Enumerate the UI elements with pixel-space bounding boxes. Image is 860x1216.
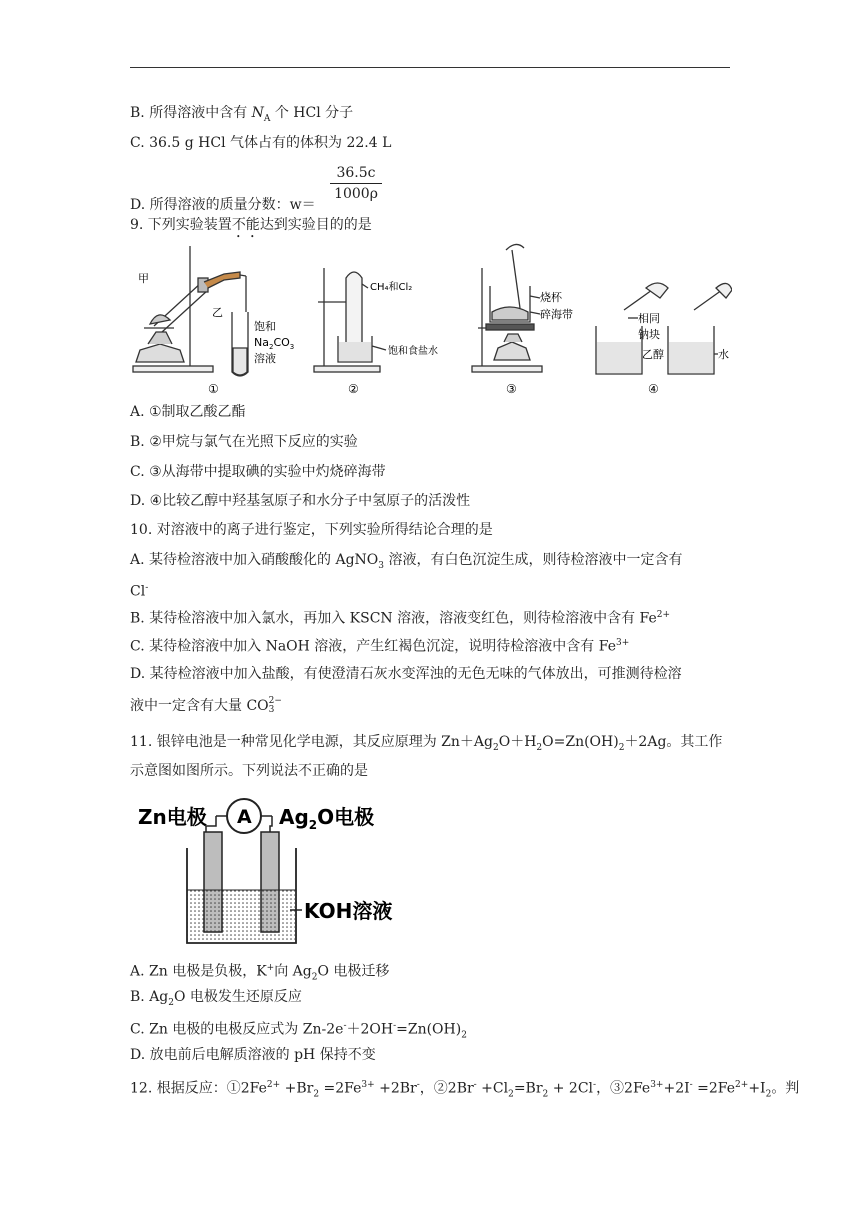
apparatus-1 — [133, 246, 248, 376]
svg-text:饱和: 饱和 — [254, 320, 276, 333]
q11-option-b: B. $Ag_2O$ 电极发生还原反应 — [130, 989, 302, 1008]
q11-option-d: D. 放电前后电解质溶液的 pH 保持不变 — [130, 1047, 376, 1063]
q10-option-a: A. 某待检溶液中加入硝酸酸化的 AgNO$_3$ 溶液，有白色沉淀生成，则待检溶液中一定含有 — [130, 552, 683, 571]
q10-option-d-cont: 液中一定含有大量 CO 2− 3 — [130, 696, 282, 715]
apparatus-4 — [596, 283, 732, 374]
svg-text:④: ④ — [648, 382, 659, 396]
q12-stem: 12. 根据反应：$①2Fe^{2+} +Br_2 =2Fe^{3+} +2Br^-$，②2Br- $+Cl_2=Br_2 + 2Cl^-$，$③2Fe^{3+}+2I^- =2Fe^{2+}+I_2$。判 — [130, 1080, 800, 1100]
svg-text:A: A — [237, 806, 252, 828]
svg-text:CH₄和Cl₂: CH₄和Cl₂ — [370, 282, 413, 293]
q11-stem-cont: 示意图如图所示。下列说法不正确的是 — [130, 763, 368, 779]
q11-option-c: C. Zn 电极的电极反应式为 $Zn-2e^-+2OH^-=Zn(OH)_2$ — [130, 1021, 467, 1041]
q10-option-d: D. 某待检溶液中加入盐酸，有使澄清石灰水变浑浊的无色无味的气体放出，可推测待检溶 — [130, 666, 682, 682]
svg-text:相同: 相同 — [638, 312, 660, 325]
svg-text:乙: 乙 — [212, 306, 223, 319]
svg-text:Zn电极: Zn电极 — [138, 805, 207, 829]
svg-text:饱和食盐水: 饱和食盐水 — [388, 346, 438, 357]
svg-text:KOH溶液: KOH溶液 — [304, 899, 393, 923]
svg-text:溶液: 溶液 — [254, 352, 276, 365]
svg-text:甲: 甲 — [138, 272, 149, 285]
q8-option-c: C. 36.5 g HCl 气体占有的体积为 22.4 L — [130, 135, 392, 151]
svg-text:水: 水 — [718, 348, 729, 361]
svg-text:Na2CO3: $Na_2CO_3$ — [254, 336, 295, 351]
q9-apparatus-figure — [128, 238, 732, 400]
svg-text:①: ① — [208, 382, 219, 396]
apparatus-3 — [472, 244, 542, 372]
svg-text:Ag2O电极: $Ag_2O$电极 — [279, 805, 375, 832]
q10-option-b: B. 某待检溶液中加入氯水，再加入 KSCN 溶液，溶液变红色，则待检溶液中含有 $Fe^{2+}$ — [130, 610, 671, 627]
q11-battery-figure — [130, 790, 430, 952]
q8-option-b: B. 所得溶液中含有 $N_A$ 个 HCl 分子 — [130, 105, 354, 124]
q10-option-c: C. 某待检溶液中加入 NaOH 溶液，产生红褐色沉淀，说明待检溶液中含有 $Fe^{3+}$ — [130, 638, 630, 655]
q10-option-a-cont: Cl- — [130, 583, 149, 600]
q11-option-a: A. Zn 电极是负极，K+向 $Ag_2O$ 电极迁移 — [130, 963, 390, 983]
q9-option-c: C. ③从海带中提取碘的实验中灼烧碎海带 — [130, 464, 386, 480]
svg-text:烧杯: 烧杯 — [540, 291, 562, 304]
mass-fraction-formula: $\frac{36.5c}{1000\rho}$ — [330, 163, 382, 204]
q9-option-b: B. ②甲烷与氯气在光照下反应的实验 — [130, 434, 358, 450]
q9-option-d: D. ④比较乙醇中羟基氢原子和水分子中氢原子的活泼性 — [130, 493, 471, 509]
svg-text:钠块: 钠块 — [638, 328, 660, 341]
q9-stem: 9. 下列实验装置不能达到实验目的的是 — [130, 217, 372, 233]
svg-text:②: ② — [348, 382, 359, 396]
header-rule — [130, 67, 730, 68]
q11-stem: 11. 银锌电池是一种常见化学电源，其反应原理为 $Zn+Ag_2O+H_2O=Zn(OH)_2+2Ag$。其工作 — [130, 734, 723, 753]
svg-text:③: ③ — [506, 382, 517, 396]
svg-text:乙醇: 乙醇 — [642, 348, 664, 361]
q8-option-d: D. 所得溶液的质量分数：w＝ — [130, 197, 316, 213]
svg-text:碎海带: 碎海带 — [540, 308, 573, 321]
q9-option-a: A. ①制取乙酸乙酯 — [130, 404, 246, 420]
q10-stem: 10. 对溶液中的离子进行鉴定，下列实验所得结论合理的是 — [130, 522, 493, 538]
